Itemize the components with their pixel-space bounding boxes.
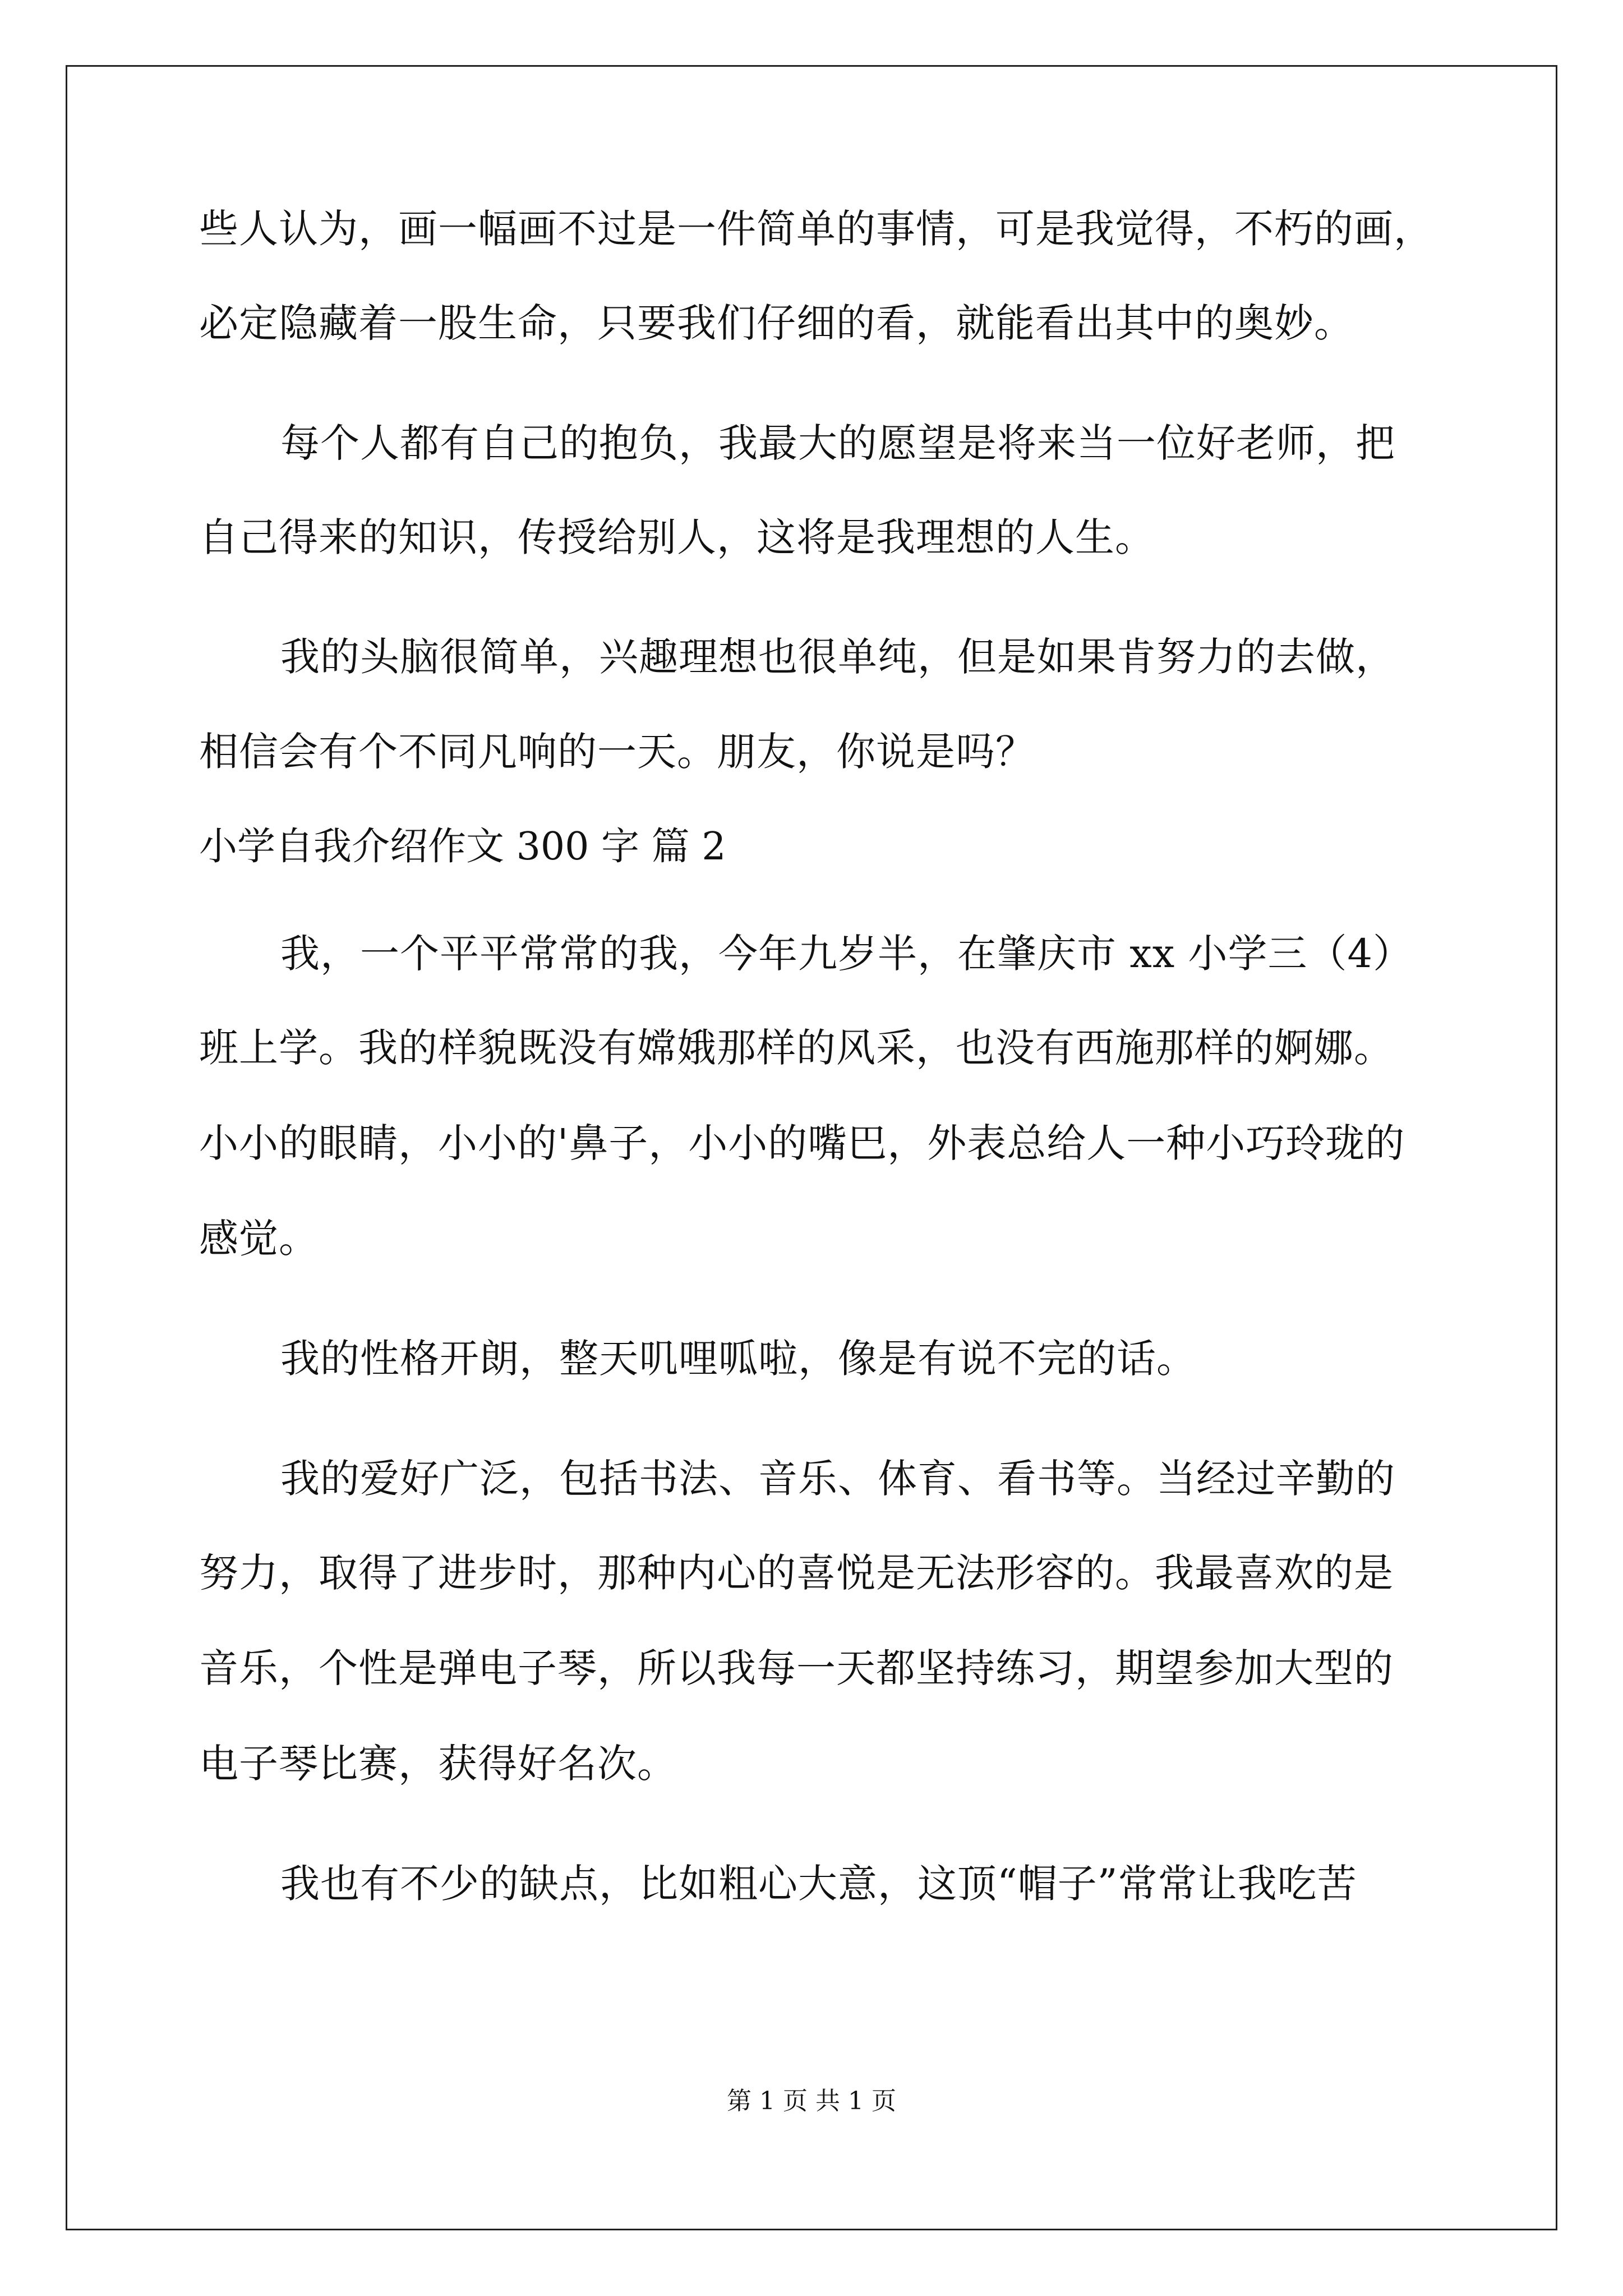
text-line: 班上学。我的样貌既没有嫦娥那样的风采，也没有西施那样的婀娜。 [199,1025,1394,1071]
text-line: 每个人都有自己的抱负，我最大的愿望是将来当一位好老师，把 [280,420,1395,466]
section-heading: 小学自我介绍作文 300 字 篇 2 [199,825,726,869]
text-line: 相信会有个不同凡响的一天。朋友，你说是吗？ [199,729,1035,775]
page-footer: 第 1 页 共 1 页 [727,2087,896,2115]
text-line: 音乐，个性是弹电子琴，所以我每一天都坚持练习，期望参加大型的 [199,1645,1394,1691]
text-line: 小小的眼睛，小小的'鼻子，小小的嘴巴，外表总给人一种小巧玲珑的 [199,1120,1405,1166]
text-line: 我的头脑很简单，兴趣理想也很单纯，但是如果肯努力的去做， [280,634,1395,680]
text-line: 电子琴比赛，获得好名次。 [199,1741,677,1787]
text-line: 我，一个平平常常的我，今年九岁半，在肇庆市 xx 小学三（4） [280,931,1413,977]
text-line: 必定隐藏着一股生命，只要我们仔细的看，就能看出其中的奥妙。 [199,300,1354,346]
text-line: 些人认为，画一幅画不过是一件简单的事情，可是我觉得，不朽的画， [199,206,1433,252]
text-line: 我的爱好广泛，包括书法、音乐、体育、看书等。当经过辛勤的 [280,1456,1395,1502]
text-line: 自己得来的知识，传授给别人，这将是我理想的人生。 [199,514,1155,560]
text-line: 我也有不少的缺点，比如粗心大意，这顶“帽子”常常让我吃苦 [280,1861,1357,1907]
text-line: 感觉。 [199,1216,319,1262]
text-line: 努力，取得了进步时，那种内心的喜悦是无法形容的。我最喜欢的是 [199,1550,1394,1596]
text-line: 我的性格开朗，整天叽哩呱啦，像是有说不完的话。 [280,1336,1196,1382]
